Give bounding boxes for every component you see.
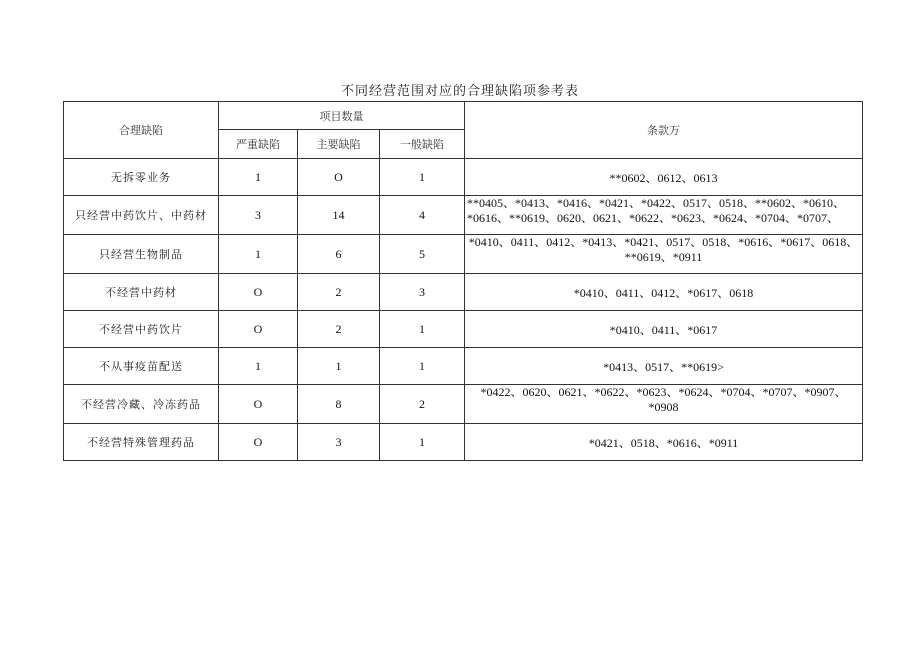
general-count-cell: 1 <box>380 424 465 461</box>
scope-cell: 无拆零业务 <box>64 159 219 196</box>
serious-count-cell: 1 <box>219 159 298 196</box>
serious-count-cell: O <box>219 424 298 461</box>
serious-count-cell: 1 <box>219 235 298 274</box>
major-count-cell: 14 <box>298 196 380 235</box>
table-row <box>64 311 863 348</box>
document-title: 不同经营范围对应的合理缺陷项参考表 <box>340 84 579 99</box>
clauses-cell: **0602、0612、0613 <box>465 159 863 196</box>
serious-count-cell: 1 <box>219 348 298 385</box>
general-count-cell: 1 <box>380 311 465 348</box>
clauses-text: *0410、0411、0412、*0413、*0421、0517、0518、*0616、*0617、0618、**0619、*0911 <box>468 235 859 264</box>
serious-count-cell: O <box>219 274 298 311</box>
major-count-cell: 8 <box>298 385 380 424</box>
scope-cell: 只经营生物制品 <box>64 235 219 274</box>
clauses-cell: *0413、0517、**0619> <box>465 348 863 385</box>
table-row <box>64 159 863 196</box>
header-scope: 合理缺陷 <box>64 102 219 159</box>
header-row <box>64 102 863 130</box>
clauses-text: *0422、0620、0621、*0622、*0623、*0624、*0704、*0707、*0907、*0908 <box>480 385 847 414</box>
clauses-cell: *0421、0518、*0616、*0911 <box>465 424 863 461</box>
major-count-cell: 6 <box>298 235 380 274</box>
clauses-cell <box>465 385 863 424</box>
clauses-cell: *0410、0411、*0617 <box>465 311 863 348</box>
table-row <box>64 385 863 424</box>
reference-table <box>63 101 863 461</box>
scope-cell: 不经营冷藏、冷冻药品 <box>64 385 219 424</box>
scope-cell: 只经营中药饮片、中药材 <box>64 196 219 235</box>
header-major-defect: 主要缺陷 <box>298 130 380 159</box>
general-count-cell: 5 <box>380 235 465 274</box>
major-count-cell: 2 <box>298 311 380 348</box>
clauses-text: **0405、*0413、*0416、*0421、*0422、0517、0518、**0602、*0610、*0616、**0619、0620、0621、*0622、*0623、*0624、*0704、*0707、 <box>467 196 846 225</box>
serious-count-cell: O <box>219 385 298 424</box>
general-count-cell: 1 <box>380 348 465 385</box>
header-serious-defect: 严重缺陷 <box>219 130 298 159</box>
general-count-cell: 4 <box>380 196 465 235</box>
general-count-cell: 1 <box>380 159 465 196</box>
general-count-cell: 2 <box>380 385 465 424</box>
clauses-cell <box>465 196 863 235</box>
scope-cell: 不经营特殊管理药品 <box>64 424 219 461</box>
header-item-count: 项目数量 <box>219 102 465 130</box>
table-row <box>64 196 863 235</box>
major-count-cell: 2 <box>298 274 380 311</box>
scope-cell: 不经营中药饮片 <box>64 311 219 348</box>
scope-cell: 不从事疫苗配送 <box>64 348 219 385</box>
general-count-cell: 3 <box>380 274 465 311</box>
scope-cell: 不经营中药材 <box>64 274 219 311</box>
major-count-cell: O <box>298 159 380 196</box>
table-row <box>64 274 863 311</box>
table-row <box>64 424 863 461</box>
major-count-cell: 1 <box>298 348 380 385</box>
header-general-defect: 一般缺陷 <box>380 130 465 159</box>
clauses-cell: *0410、0411、0412、*0617、0618 <box>465 274 863 311</box>
major-count-cell: 3 <box>298 424 380 461</box>
table-row <box>64 235 863 274</box>
header-clauses: 条款万 <box>465 102 863 159</box>
table-row <box>64 348 863 385</box>
serious-count-cell: O <box>219 311 298 348</box>
clauses-cell <box>465 235 863 274</box>
serious-count-cell: 3 <box>219 196 298 235</box>
